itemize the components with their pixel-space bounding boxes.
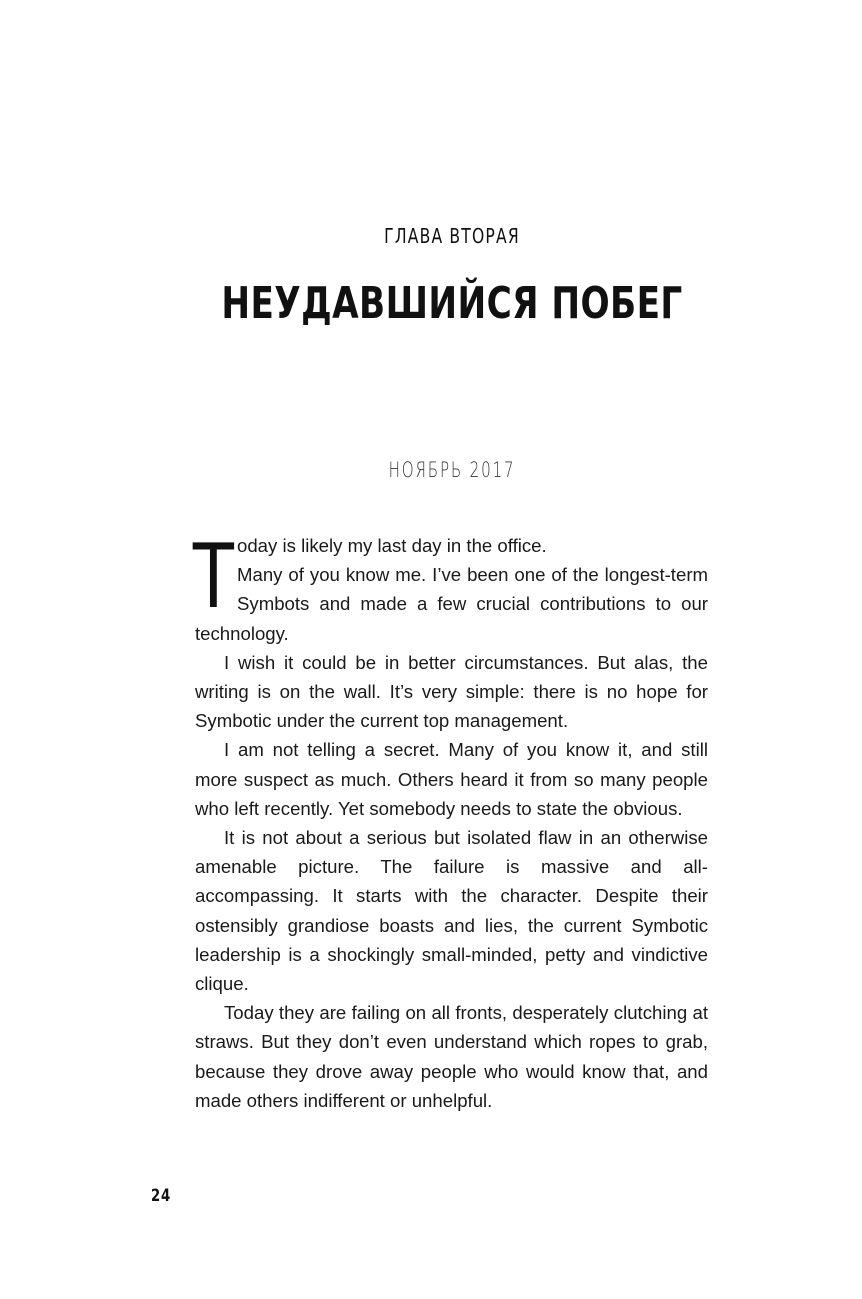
body-text	[191, 522, 708, 1115]
paragraph-2: Many of you know me. I’ve been one of the longest-term Symbots and made a few crucial contributions to our technology.	[195, 564, 708, 644]
paragraph-3: I wish it could be in better circumstances. But alas, the writing is on the wall. It’s very simple: there is no hope for Symbotic under the current top management.	[195, 651, 708, 732]
page-number: 24	[151, 1186, 172, 1206]
section-date: НОЯБРЬ 2017	[388, 458, 516, 482]
chapter-title: НЕУДАВШИЙСЯ ПОБЕГ	[221, 278, 683, 329]
paragraph-6: Today they are failing on all fronts, desperately clutching at straws. But they don’t even understand which ropes to grab, because they drove away people who would know that, and made others indifferent or unhelpful.	[195, 1002, 708, 1111]
paragraph-5: It is not about a serious but isolated flaw in an otherwise amenable picture. The failure is massive and all-accompassing. It starts with the character. Despite their ostensibly grandiose boasts and lies, the current Symbotic leadership is a shockingly small-minded, petty and vindictive clique.	[195, 827, 708, 995]
paragraph-4: I am not telling a secret. Many of you know it, and still more suspect as much. Others heard it from so many people who left recently. Yet somebody needs to state the obvious.	[195, 739, 708, 819]
chapter-label: ГЛАВА ВТОРАЯ	[384, 224, 520, 248]
paragraph-1-text: oday is likely my last day in the office.	[237, 535, 547, 556]
drop-cap: T	[191, 522, 236, 627]
